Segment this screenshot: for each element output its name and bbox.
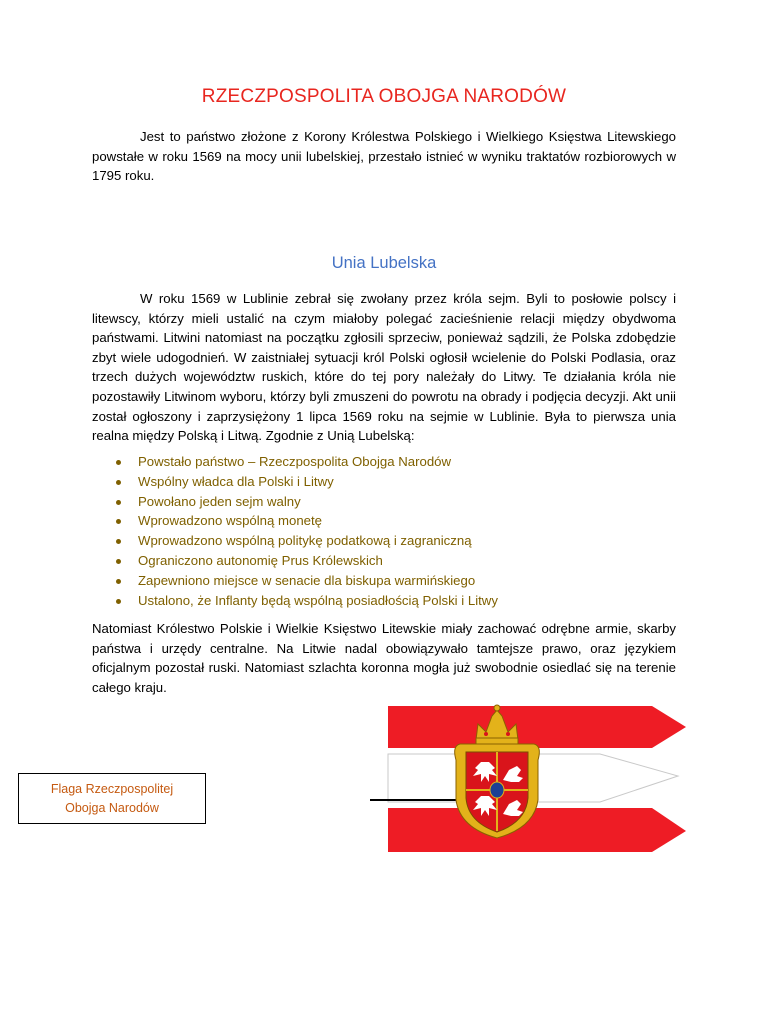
intro-paragraph: Jest to państwo złożone z Korony Królestwa Polskiego i Wielkiego Księstwa Litewskiego powstałe w roku 1569 na mocy unii lubelskiej, przestało istnieć w wyniku traktatów rozbiorowych w 1795 roku. bbox=[92, 129, 676, 184]
list-item-text: Ograniczono autonomię Prus Królewskich bbox=[138, 552, 383, 568]
bullet-icon bbox=[116, 500, 121, 505]
list-item bbox=[112, 492, 498, 512]
list-item-text: Wprowadzono wspólną monetę bbox=[138, 513, 322, 529]
caption-line-2: Obojga Narodów bbox=[65, 800, 159, 815]
bullet-icon bbox=[116, 480, 121, 485]
list-item-text: Powołano jeden sejm walny bbox=[138, 493, 301, 509]
bullet-icon bbox=[116, 460, 121, 465]
section-paragraph: W roku 1569 w Lublinie zebrał się zwołany przez króla sejm. Byli to posłowie polscy i litewscy, którzy mieli ustalić na czym miałoby polegać zacieśnienie relacji między obydwoma państwami. Litwini natomiast na początku zgłosili sprzeciw, ponieważ sądzili, że Polska zdobędzie zbyt wiele udogodnień. W zaistniałej sytuacji król Polski ogłosił wcielenie do Polski Podlasia, oraz trzech dużych województw ruskich, które do tej pory należały do Litwy. Te działania króla nie pozostawiły Litwinom wyboru, którzy byli zmuszeni do powrotu na obrady i podjęcia decyzji. Akt unii został ogłoszony i zaprzysiężony 1 lipca 1569 roku na sejmie w Lublinie. Była to pierwsza unia realna między Polską i Litwą. Zgodnie z Unią Lubelską: bbox=[92, 291, 676, 444]
union-provisions-list bbox=[112, 452, 498, 610]
list-item bbox=[112, 531, 498, 551]
bullet-icon bbox=[116, 539, 121, 544]
bullet-icon bbox=[116, 579, 121, 584]
closing-paragraph: Natomiast Królestwo Polskie i Wielkie Księstwo Litewskie miały zachować odrębne armie, skarby państwa i urzędy centralne. Na Litwie nadal obowiązywało tamtejsze prawo, oraz językiem oficjalnym pozostał ruski. Natomiast szlachta koronna mogła już swobodnie osiedlać się na terenie całego kraju. bbox=[92, 621, 676, 695]
list-item-text: Powstało państwo – Rzeczpospolita Obojga Narodów bbox=[138, 454, 452, 469]
commonwealth-flag-icon bbox=[360, 700, 690, 860]
list-item bbox=[112, 452, 498, 472]
page-title: RZECZPOSPOLITA OBOJGA NARODÓW bbox=[201, 86, 567, 107]
caption-line-1: Flaga Rzeczpospolitej bbox=[50, 781, 174, 796]
list-item-text: Wprowadzono wspólną politykę podatkową i zagraniczną bbox=[138, 533, 472, 549]
flag-caption-box bbox=[18, 773, 206, 824]
list-item bbox=[112, 551, 498, 571]
list-item bbox=[112, 591, 498, 611]
list-item bbox=[112, 472, 498, 492]
section-heading: Unia Lubelska bbox=[331, 254, 437, 272]
bullet-icon bbox=[116, 599, 121, 604]
bullet-icon bbox=[116, 519, 121, 524]
bullet-icon bbox=[116, 559, 121, 564]
flag-bottom-red-stripe bbox=[388, 808, 686, 852]
list-item-text: Ustalono, że Inflanty będą wspólną posiadłością Polski i Litwy bbox=[138, 592, 498, 608]
list-item-text: Wspólny władca dla Polski i Litwy bbox=[138, 473, 334, 489]
list-item-text: Zapewniono miejsce w senacie dla biskupa warmińskiego bbox=[138, 572, 476, 588]
list-item bbox=[112, 571, 498, 591]
list-item bbox=[112, 511, 498, 531]
flag-top-red-stripe bbox=[388, 706, 686, 748]
